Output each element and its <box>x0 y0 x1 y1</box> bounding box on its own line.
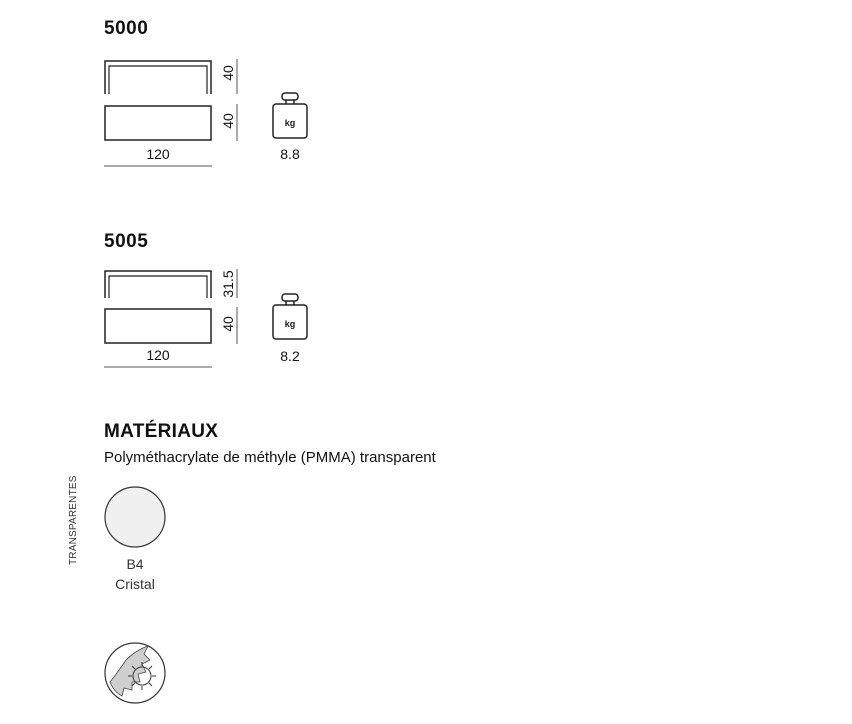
front-view-drawing <box>104 60 214 96</box>
width-dimension: 120 <box>146 347 170 363</box>
swatch-code: B4 <box>126 556 144 572</box>
weight-icon <box>272 92 308 140</box>
depth-dimension-line <box>236 307 240 345</box>
outdoor-use-icon <box>104 642 168 706</box>
group-label: TRANSPARENTES <box>68 475 79 565</box>
materials-description: Polyméthacrylate de méthyle (PMMA) transparent <box>104 449 436 466</box>
width-dimension-line <box>104 165 214 167</box>
swatch-b4[interactable] <box>104 486 168 550</box>
height-dimension: 31.5 <box>220 270 236 298</box>
swatch-name: Cristal <box>115 576 155 592</box>
height-dimension: 40 <box>220 65 236 81</box>
depth-dimension-line <box>236 104 240 142</box>
weight-value: 8.2 <box>280 348 300 364</box>
depth-dimension: 40 <box>220 113 236 129</box>
weight-unit: kg <box>284 319 296 329</box>
model-code: 5005 <box>104 231 149 252</box>
weight-unit: kg <box>284 118 296 128</box>
width-dimension: 120 <box>146 146 170 162</box>
weight-icon <box>272 293 308 341</box>
height-dimension-line <box>236 59 240 95</box>
top-view-drawing <box>104 308 214 344</box>
top-view-drawing <box>104 105 214 141</box>
width-dimension-line <box>104 366 214 368</box>
front-view-drawing <box>104 270 214 300</box>
height-dimension-line <box>236 269 240 299</box>
model-code: 5000 <box>104 18 149 39</box>
materials-title: MATÉRIAUX <box>104 421 219 442</box>
weight-value: 8.8 <box>280 146 300 162</box>
depth-dimension: 40 <box>220 316 236 332</box>
